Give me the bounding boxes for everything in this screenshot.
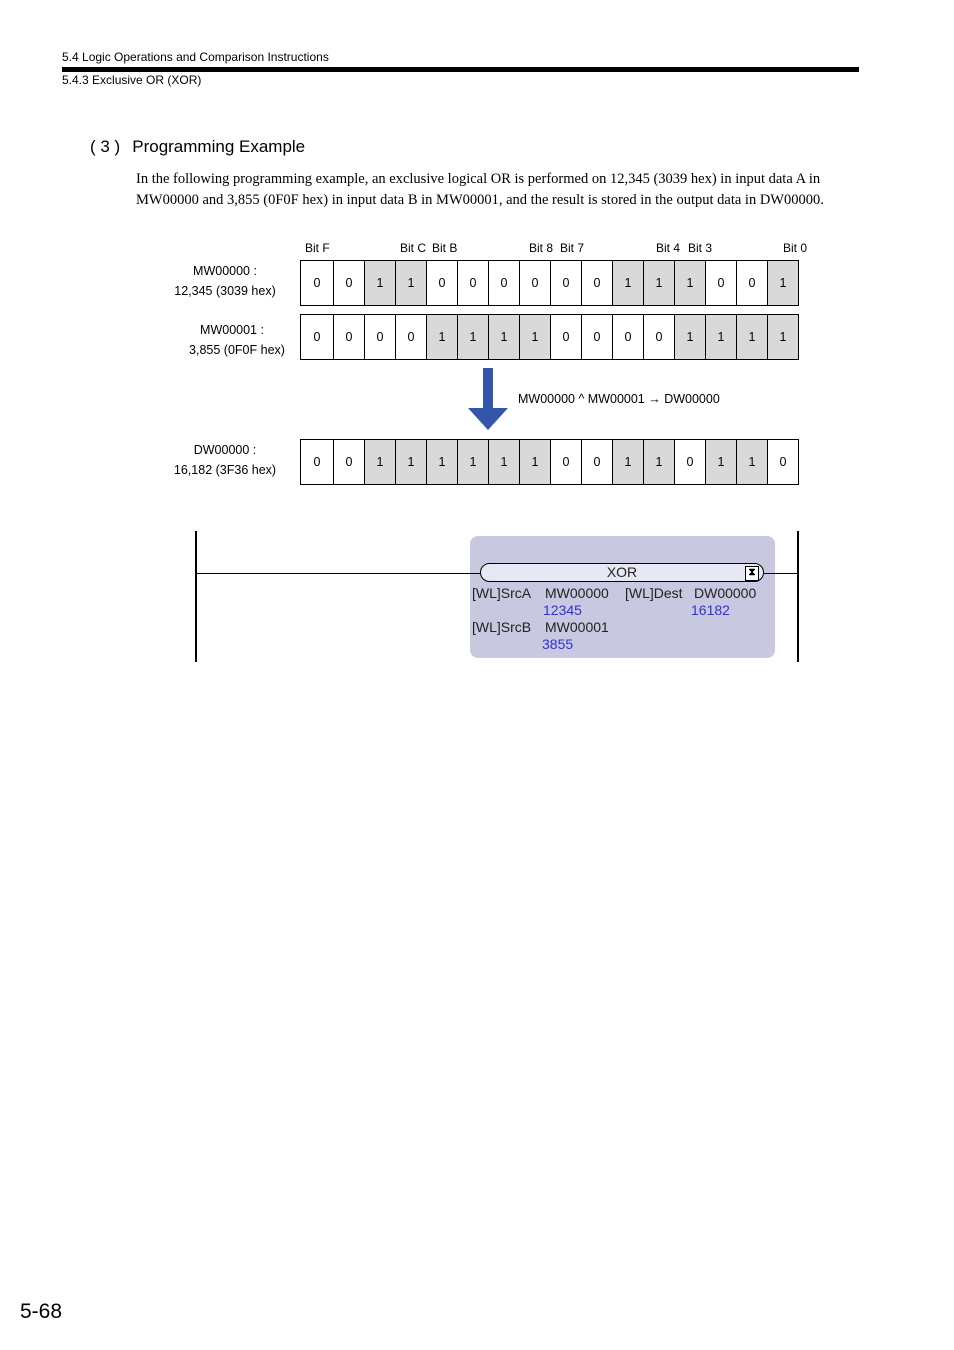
row-label-dw00000 (160, 441, 290, 480)
section-heading (90, 137, 305, 157)
bit-cell: 0 (333, 440, 364, 484)
bit-row-mw00000 (300, 260, 799, 306)
bit-cell: 1 (519, 440, 550, 484)
bit-cell: 0 (519, 261, 550, 305)
bit-cell: 1 (457, 440, 488, 484)
srcA-label: [WL]SrcA (472, 585, 532, 601)
bit-cell: 1 (426, 315, 457, 359)
bit-label: Bit C (400, 241, 427, 255)
bit-cell: 0 (705, 261, 736, 305)
bit-cell: 0 (736, 261, 767, 305)
heading-title: Programming Example (132, 137, 306, 156)
bit-cell: 0 (488, 261, 519, 305)
bit-cell: 1 (643, 261, 674, 305)
bit-cell: 1 (519, 315, 550, 359)
bit-cell: 0 (395, 315, 426, 359)
bit-cell: 1 (643, 440, 674, 484)
row-label-value: 3,855 (0F0F hex) (189, 342, 285, 357)
bit-cell: 0 (550, 440, 581, 484)
header-subsection: 5.4.3 Exclusive OR (XOR) (62, 73, 202, 87)
bit-cell: 1 (736, 315, 767, 359)
bit-label: Bit 0 (783, 241, 808, 255)
bit-cell: 0 (674, 440, 705, 484)
page-number: 5-68 (20, 1300, 63, 1323)
bit-cell: 1 (767, 315, 798, 359)
bit-label: Bit 7 (560, 241, 585, 255)
row-label-mw00001 (172, 321, 302, 360)
down-arrow-icon (466, 368, 510, 432)
bit-cell: 1 (395, 261, 426, 305)
bit-label: Bit F (305, 241, 330, 255)
intro-paragraph: In the following programming example, an exclusive logical OR is performed on 12,345 (3039 hex) in input data A in MW00000 and 3,855 (0F0F hex) in input data B in MW00001, and the result is stored in the output data in DW00000. (136, 171, 824, 208)
ladder-wire-left (197, 573, 481, 574)
bit-row-mw00001 (300, 314, 799, 360)
ladder-right-rail (797, 531, 799, 662)
bit-cell: 1 (364, 440, 395, 484)
row-label-register: MW00000 : (193, 264, 257, 278)
bit-cell: 1 (705, 440, 736, 484)
row-label-value: 12,345 (3039 hex) (174, 283, 276, 298)
bit-cell: 1 (488, 315, 519, 359)
bit-row-dw00000 (300, 439, 799, 485)
bit-cell: 0 (643, 315, 674, 359)
instruction-name: XOR (480, 563, 764, 582)
bit-cell: 0 (581, 315, 612, 359)
ladder-wire-right (764, 573, 797, 574)
header-rule (62, 67, 859, 72)
dest-value: 16182 (691, 602, 730, 618)
bit-cell: 0 (612, 315, 643, 359)
bit-cell: 0 (426, 261, 457, 305)
bit-cell: 1 (364, 261, 395, 305)
row-label-mw00000 (160, 262, 290, 301)
header-section: 5.4 Logic Operations and Comparison Instructions (62, 50, 329, 64)
dest-register: DW00000 (694, 585, 757, 601)
bit-cell: 0 (457, 261, 488, 305)
bit-cell: 0 (767, 440, 798, 484)
srcA-register: MW00000 (545, 585, 609, 601)
bit-cell: 1 (674, 261, 705, 305)
srcA-value: 12345 (543, 602, 582, 618)
hourglass-icon: ⧗ (745, 566, 759, 581)
bit-cell: 0 (313, 330, 321, 344)
srcB-register: MW00001 (545, 619, 609, 635)
ladder-left-rail (195, 531, 197, 662)
bit-cell: 0 (333, 261, 364, 305)
bit-cell: 1 (736, 440, 767, 484)
bit-cell: 0 (313, 276, 321, 290)
bit-cell: 0 (581, 261, 612, 305)
bit-label: Bit 8 (529, 241, 554, 255)
bit-cell: 0 (550, 315, 581, 359)
bit-cell: 0 (313, 455, 321, 469)
bit-cell: 0 (550, 261, 581, 305)
dest-label: [WL]Dest (625, 585, 683, 601)
bit-cell: 1 (705, 315, 736, 359)
row-label-register: MW00001 : (200, 323, 264, 337)
srcB-value: 3855 (542, 636, 574, 652)
bit-cell: 1 (488, 440, 519, 484)
row-label-register: DW00000 : (193, 443, 257, 457)
operation-label: MW00000 ^ MW00001 → DW00000 (518, 392, 720, 406)
bit-cell: 1 (767, 261, 798, 305)
srcB-label: [WL]SrcB (472, 619, 532, 635)
bit-label: Bit 4 (656, 241, 681, 255)
bit-cell: 1 (674, 315, 705, 359)
bit-cell: 1 (612, 440, 643, 484)
bit-label: Bit 3 (688, 241, 713, 255)
bit-cell: 1 (395, 440, 426, 484)
bit-cell: 0 (364, 315, 395, 359)
bit-cell: 1 (612, 261, 643, 305)
bit-cell: 0 (333, 315, 364, 359)
bit-label: Bit B (432, 241, 458, 255)
bit-cell: 1 (457, 315, 488, 359)
heading-number: ( 3 ) (90, 137, 121, 156)
row-label-value: 16,182 (3F36 hex) (173, 462, 277, 477)
bit-cell: 0 (581, 440, 612, 484)
bit-cell: 1 (426, 440, 457, 484)
